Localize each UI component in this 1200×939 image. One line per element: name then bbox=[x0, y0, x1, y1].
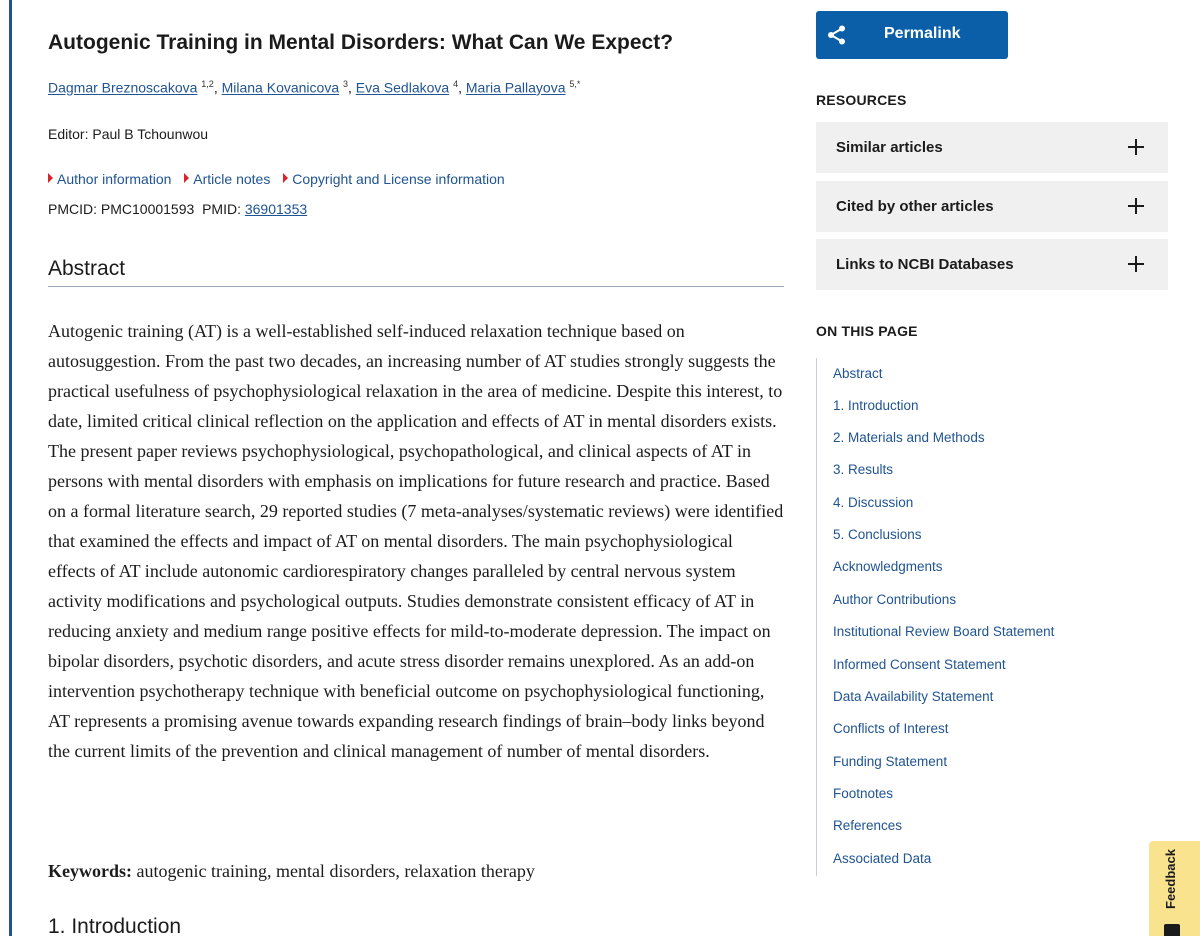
pmid-link[interactable]: 36901353 bbox=[244, 201, 308, 217]
toc-item-abstract[interactable]: Abstract bbox=[833, 366, 883, 381]
accordion-label: Links to NCBI Databases bbox=[836, 256, 1014, 273]
editor-line: Editor: Paul B Tchounwou bbox=[48, 126, 209, 142]
plus-icon bbox=[1128, 256, 1144, 272]
toc-item-materials-methods[interactable]: 2. Materials and Methods bbox=[833, 430, 985, 445]
triangle-right-icon bbox=[283, 173, 288, 183]
comment-icon bbox=[1164, 924, 1180, 936]
toc-item-irb-statement[interactable]: Institutional Review Board Statement bbox=[833, 624, 1055, 639]
accordion-label: Cited by other articles bbox=[836, 198, 994, 215]
author-affiliation: 3 bbox=[343, 79, 349, 89]
left-accent-rule bbox=[9, 0, 12, 936]
keywords bbox=[48, 856, 535, 886]
triangle-right-icon bbox=[184, 173, 189, 183]
article-notes-link[interactable] bbox=[184, 171, 270, 187]
article-ids bbox=[48, 201, 307, 217]
abstract-heading: Abstract bbox=[48, 257, 784, 287]
accordion-label: Similar articles bbox=[836, 139, 943, 156]
author-link[interactable]: Milana Kovanicova bbox=[221, 79, 340, 96]
toc-item-results[interactable]: 3. Results bbox=[833, 462, 894, 477]
toc-item-data-availability[interactable]: Data Availability Statement bbox=[833, 689, 994, 704]
toc-item-funding-statement[interactable]: Funding Statement bbox=[833, 754, 948, 769]
page-toc bbox=[816, 358, 1169, 876]
plus-icon bbox=[1128, 139, 1144, 155]
author-link[interactable]: Eva Sedlakova bbox=[355, 79, 450, 96]
toc-item-discussion[interactable]: 4. Discussion bbox=[833, 495, 914, 510]
pmcid: PMCID: PMC10001593 bbox=[48, 201, 195, 217]
feedback-tab[interactable] bbox=[1149, 841, 1200, 936]
author-link[interactable]: Dagmar Breznoscakova bbox=[48, 79, 198, 96]
pmid-label: PMID: bbox=[202, 201, 241, 217]
author-affiliation: 4 bbox=[453, 79, 459, 89]
toc-item-conflicts-of-interest[interactable]: Conflicts of Interest bbox=[833, 721, 949, 736]
copyright-license-link[interactable] bbox=[283, 171, 504, 187]
author-list: Dagmar Breznoscakova $^{1,2}$, Milana Kovanicova $^3$, Eva Sedlakova $^4$, Maria Pallayova $^{5,*}$ bbox=[48, 79, 581, 96]
article-notes-label: Article notes bbox=[193, 171, 271, 187]
share-icon bbox=[826, 24, 848, 46]
triangle-right-icon bbox=[48, 173, 53, 183]
author-information-label: Author information bbox=[57, 171, 172, 187]
toc-item-introduction[interactable]: 1. Introduction bbox=[833, 398, 919, 413]
article-meta-links bbox=[48, 171, 514, 187]
permalink-label: Permalink bbox=[884, 25, 961, 42]
author-information-link[interactable] bbox=[48, 171, 171, 187]
toc-item-author-contributions[interactable]: Author Contributions bbox=[833, 592, 957, 607]
author-affiliation: 5,* bbox=[569, 79, 581, 89]
abstract-text: Autogenic training (AT) is a well-established self-induced relaxation technique based on autosuggestion. From the past two decades, an increasing number of AT studies strongly suggests the practical usefulness of psychophysiological relaxation in the area of medicine. Despite this interest, to date, limited critical clinical reflection on the application and effects of AT in mental disorders exists. The present paper reviews psychophysiological, psychopathological, and clinical aspects of AT in persons with mental disorders with emphasis on implications for future research and practice. Based on a formal literature search, 29 reported studies (7 meta-analyses/systematic reviews) were identified that examined the effects and impact of AT on mental disorders. The main psychophysiological effects of AT include autonomic cardiorespiratory changes paralleled by central nervous system activity modifications and psychological outputs. Studies demonstrate consistent efficacy of AT in reducing anxiety and medium range positive effects for mild-to-moderate depression. The impact on bipolar disorders, psychotic disorders, and acute stress disorder remains unexplored. As an add-on intervention psychotherapy technique with beneficial outcome on psychophysiological functioning, AT represents a promising avenue towards expanding research findings of brain–body links beyond the current limits of the prevention and clinical management of number of mental disorders. bbox=[48, 321, 784, 761]
keywords-text: autogenic training, mental disorders, relaxation therapy bbox=[136, 861, 535, 881]
author-affiliation: 1,2 bbox=[201, 79, 214, 89]
plus-icon bbox=[1128, 198, 1144, 214]
permalink-button[interactable] bbox=[816, 11, 1008, 59]
toc-item-acknowledgments[interactable]: Acknowledgments bbox=[833, 559, 943, 574]
copyright-license-label: Copyright and License information bbox=[292, 171, 505, 187]
toc-item-conclusions[interactable]: 5. Conclusions bbox=[833, 527, 922, 542]
ncbi-databases-accordion[interactable] bbox=[816, 239, 1168, 290]
toc-item-footnotes[interactable]: Footnotes bbox=[833, 786, 894, 801]
toc-item-associated-data[interactable]: Associated Data bbox=[833, 851, 932, 866]
cited-by-accordion[interactable] bbox=[816, 181, 1168, 232]
resources-heading: RESOURCES bbox=[816, 92, 907, 108]
article-title: Autogenic Training in Mental Disorders: What Can We Expect? bbox=[48, 31, 674, 54]
toc-item-references[interactable]: References bbox=[833, 818, 903, 833]
introduction-heading: 1. Introduction bbox=[48, 915, 182, 938]
on-this-page-heading: ON THIS PAGE bbox=[816, 323, 918, 339]
author-link[interactable]: Maria Pallayova bbox=[465, 79, 566, 96]
feedback-label: Feedback bbox=[1163, 849, 1178, 909]
keywords-label: Keywords: bbox=[48, 861, 132, 881]
toc-item-informed-consent[interactable]: Informed Consent Statement bbox=[833, 657, 1006, 672]
similar-articles-accordion[interactable] bbox=[816, 122, 1168, 173]
